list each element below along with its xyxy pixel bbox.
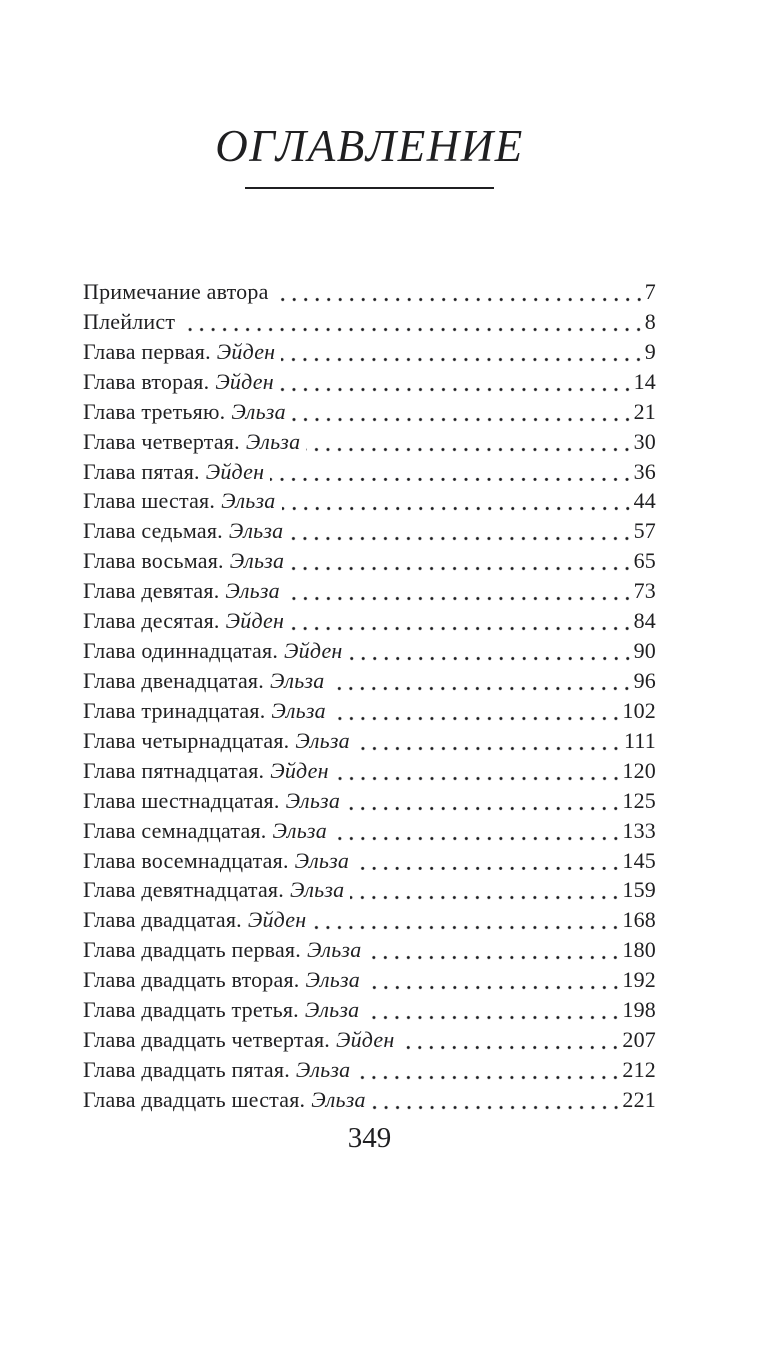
toc-entry [83, 1055, 656, 1085]
toc-entry-title: Глава двадцать пятая. [83, 1056, 290, 1082]
toc-entry-title: Глава первая. [83, 338, 211, 364]
toc-entry-page: 221 [622, 1086, 656, 1112]
toc-leader-dots [335, 756, 621, 786]
toc-entry [83, 636, 656, 666]
toc-leader-dots [312, 905, 620, 935]
title-underline [245, 187, 494, 189]
toc-entry [83, 995, 656, 1025]
toc-entry [83, 965, 656, 995]
toc-entry-character: Эльза [295, 727, 350, 753]
toc-entry-page: 21 [633, 398, 656, 424]
toc-entry-title: Глава третьяю. [83, 398, 226, 424]
toc-entry-page: 111 [624, 727, 656, 753]
toc-leader-dots [289, 516, 631, 546]
toc-leader-dots [292, 397, 632, 427]
toc-entry-character: Эйден [270, 757, 329, 783]
toc-entry [83, 756, 656, 786]
toc-entry-page: 14 [633, 368, 656, 394]
toc-entry [83, 337, 656, 367]
toc-entry-character: Эльза [228, 518, 284, 544]
toc-entry-title: Глава пятнадцатая. [83, 757, 265, 783]
page-number: 349 [347, 1121, 392, 1154]
toc-entry-title: Глава двадцать третья. [83, 997, 299, 1023]
toc-leader-dots [270, 457, 631, 487]
toc-entry [83, 516, 656, 546]
toc-entry-title: Глава девятнадцатая. [83, 877, 284, 903]
toc-entry [83, 846, 656, 876]
toc-entry-title: Глава десятая. [83, 608, 220, 634]
toc-entry [83, 457, 656, 487]
toc-entry-page: 84 [633, 608, 656, 634]
toc-entry [83, 576, 656, 606]
toc-entry-title: Глава шестая. [83, 488, 216, 514]
toc-leader-dots [280, 367, 632, 397]
toc-entry [83, 1025, 656, 1055]
toc-leader-dots [286, 576, 632, 606]
toc-entry-page: 57 [633, 518, 656, 544]
toc-entry [83, 277, 656, 307]
toc-entry-title: Глава девятая. [83, 578, 220, 604]
toc-leader-dots [366, 965, 620, 995]
page-title: ОГЛАВЛЕНИЕ [215, 121, 524, 171]
toc-entry-character: Эйден [215, 368, 274, 394]
toc-entry-title: Глава двадцатая. [83, 907, 242, 933]
toc-entry [83, 905, 656, 935]
toc-entry-title: Глава двадцать шестая. [83, 1086, 306, 1112]
toc-entry-character: Эйден [205, 458, 265, 484]
toc-entry-page: 212 [622, 1056, 656, 1082]
toc-leader-dots [282, 486, 632, 516]
toc-entry-title: Глава шестнадцатая. [83, 787, 280, 813]
toc-leader-dots [367, 935, 620, 965]
toc-entry-character: Эльза [231, 398, 286, 424]
toc-leader-dots [346, 786, 620, 816]
toc-entry-title: Глава двенадцатая. [83, 667, 264, 693]
toc-entry-page: 8 [644, 308, 656, 334]
toc-leader-dots [400, 1025, 620, 1055]
toc-entry-character: Эйден [247, 907, 307, 933]
toc-leader-dots [349, 636, 632, 666]
toc-entry-character: Эльза [304, 997, 360, 1023]
toc-leader-dots [290, 606, 631, 636]
toc-entry-character: Эльза [269, 667, 325, 693]
toc-entry [83, 666, 656, 696]
toc-entry [83, 726, 656, 756]
toc-entry-page: 120 [622, 757, 656, 783]
toc-entry-title: Глава семнадцатая. [83, 817, 267, 843]
toc-entry-character: Эйден [335, 1027, 395, 1053]
toc-entry-page: 198 [622, 997, 656, 1023]
toc-leader-dots [290, 546, 631, 576]
toc-entry-title: Глава четвертая. [83, 428, 240, 454]
toc-entry-character: Эльза [305, 967, 360, 993]
toc-page [83, 118, 656, 1156]
toc-entry-character: Эльза [295, 1056, 351, 1082]
toc-entry [83, 427, 656, 457]
toc-entry-character: Эльза [285, 787, 341, 813]
toc-entry [83, 397, 656, 427]
toc-leader-dots [372, 1085, 621, 1115]
toc-leader-dots [330, 666, 631, 696]
toc-entry [83, 786, 656, 816]
toc-entry-page: 9 [644, 338, 656, 364]
toc-entry [83, 696, 656, 726]
toc-entry-title: Глава тринадцатая. [83, 697, 266, 723]
toc-entry-character: Эйден [284, 638, 343, 664]
toc-entry-character: Эльза [221, 488, 276, 514]
toc-entry [83, 935, 656, 965]
toc-entry-page: 44 [633, 488, 656, 514]
toc-list [83, 277, 656, 1115]
toc-leader-dots [365, 995, 620, 1025]
toc-entry [83, 367, 656, 397]
toc-entry-title: Глава седьмая. [83, 518, 223, 544]
toc-entry-page: 125 [622, 787, 656, 813]
toc-leader-dots [306, 427, 631, 457]
toc-entry [83, 875, 656, 905]
toc-entry-character: Эльза [289, 877, 345, 903]
toc-entry-page: 102 [622, 697, 656, 723]
toc-entry-page: 90 [633, 638, 656, 664]
toc-leader-dots [350, 875, 620, 905]
toc-entry [83, 307, 656, 337]
toc-leader-dots [275, 277, 643, 307]
toc-entry-title: Глава одиннадцатая. [83, 638, 279, 664]
toc-entry-page: 36 [633, 458, 656, 484]
toc-entry-character: Эйден [225, 608, 285, 634]
toc-entry-page: 207 [622, 1027, 656, 1053]
toc-entry-title: Глава пятая. [83, 458, 200, 484]
toc-entry-page: 145 [622, 847, 656, 873]
toc-leader-dots [333, 816, 620, 846]
toc-entry-title: Глава восемнадцатая. [83, 847, 289, 873]
toc-entry-title: Плейлист [83, 308, 176, 334]
toc-entry-page: 73 [633, 578, 656, 604]
toc-leader-dots [356, 726, 622, 756]
toc-entry-title: Глава восьмая. [83, 548, 224, 574]
toc-entry-character: Эльза [306, 937, 362, 963]
toc-entry-character: Эльза [272, 817, 327, 843]
toc-entry-title: Глава четырнадцатая. [83, 727, 290, 753]
toc-entry-character: Эльза [311, 1086, 366, 1112]
toc-leader-dots [355, 846, 620, 876]
toc-entry [83, 606, 656, 636]
toc-entry-page: 7 [644, 279, 656, 304]
toc-entry-title: Глава двадцать вторая. [83, 967, 300, 993]
toc-entry-character: Эльза [245, 428, 301, 454]
toc-entry-page: 133 [622, 817, 656, 843]
toc-leader-dots [281, 337, 643, 367]
toc-entry-character: Эльза [225, 578, 280, 604]
toc-entry-character: Эльза [294, 847, 350, 873]
toc-leader-dots [332, 696, 621, 726]
toc-leader-dots [181, 307, 643, 337]
toc-leader-dots [356, 1055, 620, 1085]
toc-entry-character: Эльза [271, 697, 326, 723]
toc-entry-page: 159 [622, 877, 656, 903]
toc-entry-page: 30 [633, 428, 656, 454]
toc-entry [83, 486, 656, 516]
toc-entry-character: Эльза [229, 548, 285, 574]
toc-entry-title: Примечание автора [83, 279, 269, 304]
toc-entry-page: 180 [622, 937, 656, 963]
toc-entry-page: 168 [622, 907, 656, 933]
toc-entry-title: Глава двадцать четвертая. [83, 1027, 330, 1053]
toc-entry [83, 816, 656, 846]
toc-entry-page: 65 [633, 548, 656, 574]
toc-entry-title: Глава вторая. [83, 368, 210, 394]
toc-entry-title: Глава двадцать первая. [83, 937, 301, 963]
toc-entry [83, 546, 656, 576]
toc-entry-page: 96 [633, 667, 656, 693]
toc-entry-character: Эйден [216, 338, 276, 364]
toc-entry [83, 1085, 656, 1115]
toc-entry-page: 192 [622, 967, 656, 993]
